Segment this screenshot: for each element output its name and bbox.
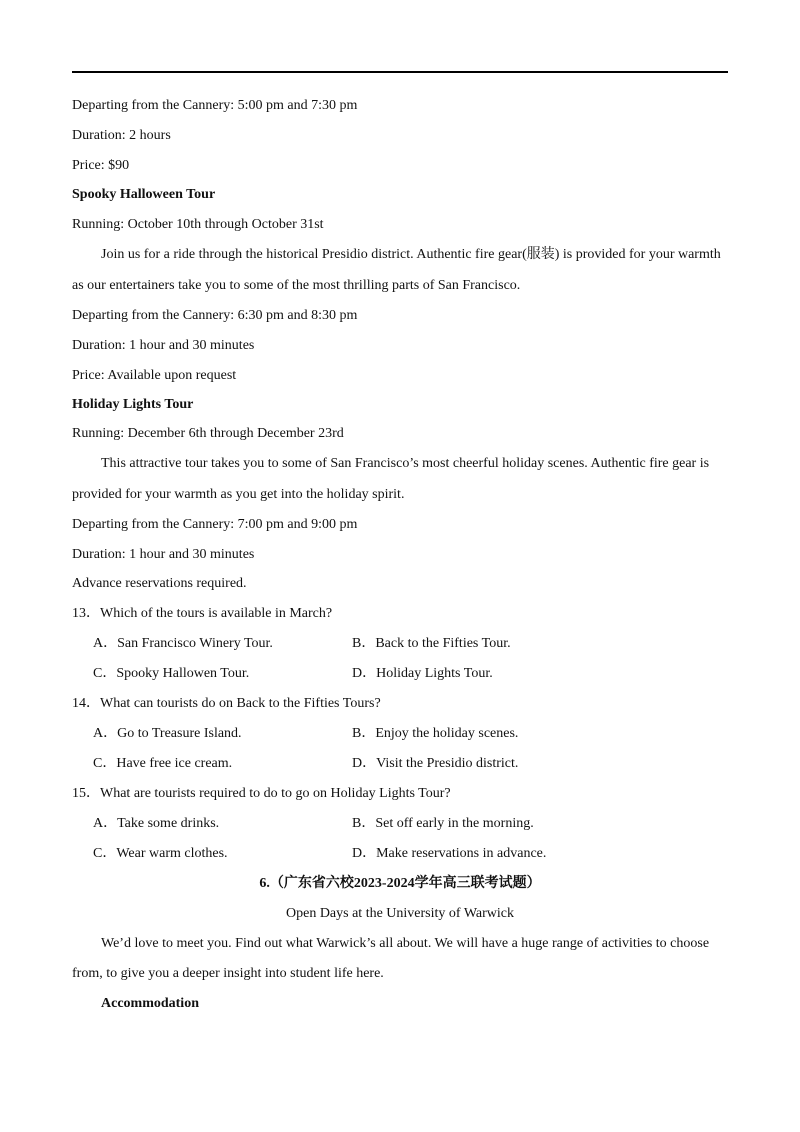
halloween-description-line-1: Join us for a ride through the historical Presidio district. Authentic fire gear(服装) is provided for your warmth [101, 247, 721, 262]
halloween-running-text: Running: October 10th through October 31st [72, 217, 324, 232]
question-13-option-a: A．San Francisco Winery Tour. [93, 636, 273, 651]
halloween-duration-text: Duration: 1 hour and 30 minutes [72, 338, 255, 353]
holiday-description-line-1: This attractive tour takes you to some of San Francisco’s most cheerful holiday scenes. Authentic fire gear is [101, 456, 710, 471]
halloween-price-text: Price: Available upon request [72, 368, 237, 383]
question-13-option-c: C．Spooky Hallowen Tour. [93, 666, 250, 681]
question-15-option-b: B．Set off early in the morning. [352, 816, 534, 831]
question-14-option-d: D．Visit the Presidio district. [352, 756, 519, 771]
holiday-description-line-2: provided for your warmth as you get into the holiday spirit. [72, 487, 405, 502]
question-13-option-b: B．Back to the Fifties Tour. [352, 636, 511, 651]
holiday-running-text: Running: December 6th through December 23rd [72, 426, 344, 441]
question-15-option-d: D．Make reservations in advance. [352, 846, 547, 861]
halloween-tour-title: Spooky Halloween Tour [72, 187, 216, 202]
halloween-departure-text: Departing from the Cannery: 6:30 pm and 8:30 pm [72, 308, 358, 323]
question-15-option-a: A．Take some drinks. [93, 816, 220, 831]
header-rule [72, 71, 728, 73]
fifties-duration-text: Duration: 2 hours [72, 128, 171, 143]
halloween-description-line-2: as our entertainers take you to some of the most thrilling parts of San Francisco. [72, 278, 521, 293]
question-13-stem: 13．Which of the tours is available in March? [72, 606, 333, 621]
holiday-reservation-text: Advance reservations required. [72, 576, 247, 591]
question-14-stem: 14．What can tourists do on Back to the Fifties Tours? [72, 696, 381, 711]
holiday-duration-text: Duration: 1 hour and 30 minutes [72, 547, 255, 562]
question-14-option-c: C．Have free ice cream. [93, 756, 233, 771]
section-6-title: Open Days at the University of Warwick [286, 906, 514, 921]
fifties-departure-text: Departing from the Cannery: 5:00 pm and 7:30 pm [72, 98, 358, 113]
question-14-option-b: B．Enjoy the holiday scenes. [352, 726, 519, 741]
fifties-price-text: Price: $90 [72, 158, 130, 173]
question-14-option-a: A．Go to Treasure Island. [93, 726, 242, 741]
holiday-tour-title: Holiday Lights Tour [72, 397, 194, 412]
holiday-departure-text: Departing from the Cannery: 7:00 pm and 9:00 pm [72, 517, 358, 532]
section-6-heading: 6.（广东省六校2023-2024学年高三联考试题） [259, 876, 541, 891]
section-6-intro-line-2: from, to give you a deeper insight into student life here. [72, 966, 384, 981]
section-6-intro-line-1: We’d love to meet you. Find out what Warwick’s all about. We will have a huge range of activities to choose [101, 936, 710, 951]
accommodation-subheading: Accommodation [101, 996, 199, 1011]
question-13-option-d: D．Holiday Lights Tour. [352, 666, 493, 681]
question-15-option-c: C．Wear warm clothes. [93, 846, 228, 861]
question-15-stem: 15．What are tourists required to do to go on Holiday Lights Tour? [72, 786, 451, 801]
